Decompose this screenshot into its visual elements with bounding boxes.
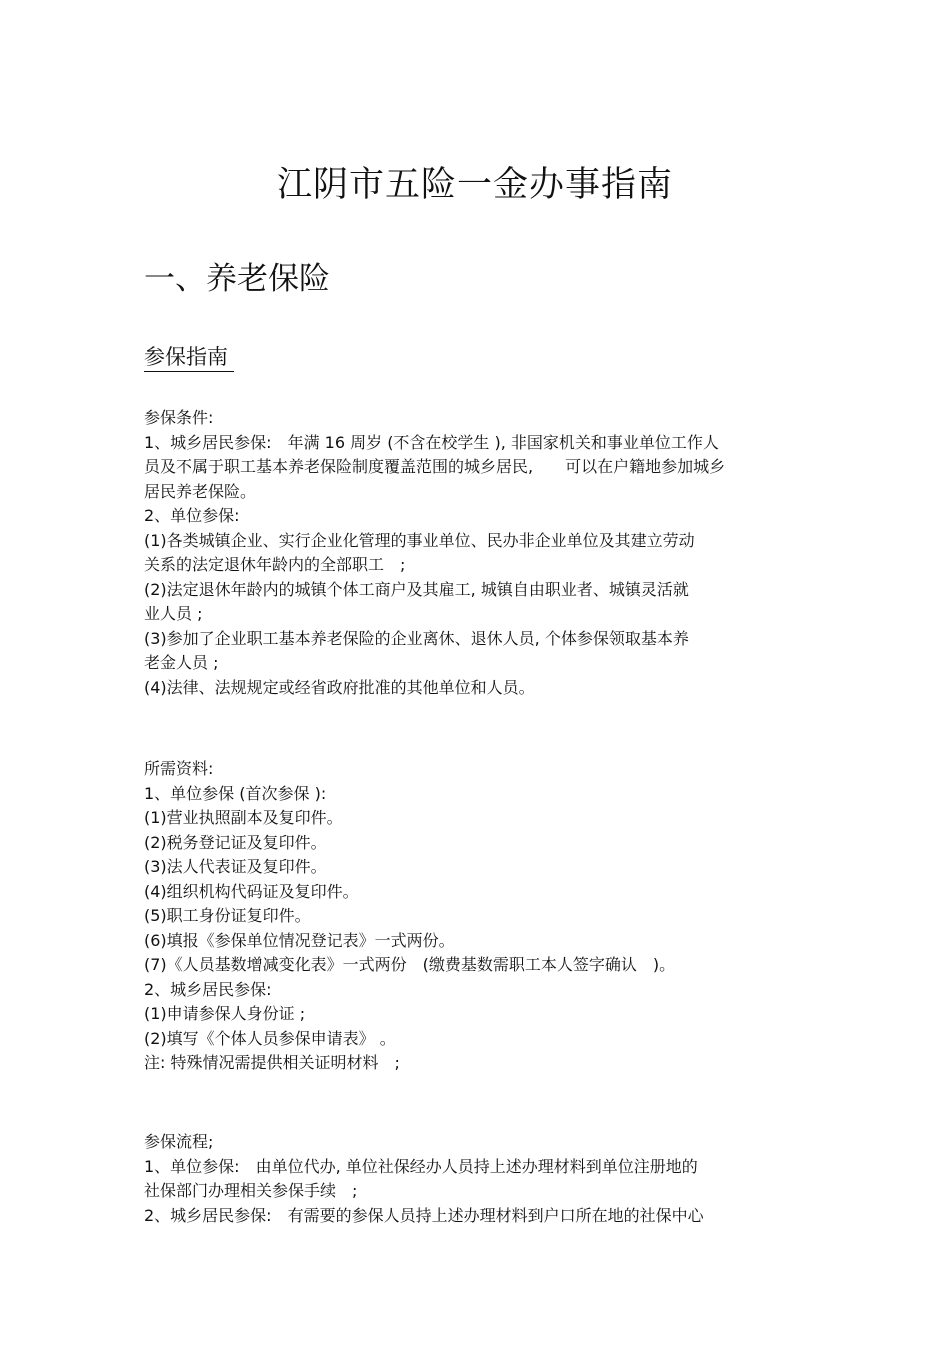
process-line: 参保流程; (144, 1132, 214, 1151)
process-line: 1、单位参保: 由单位代办, 单位社保经办人员持上述办理材料到单位注册地的 (144, 1156, 698, 1176)
materials-line: (1)营业执照副本及复印件。 (144, 808, 343, 827)
conditions-line: (3)参加了企业职工基本养老保险的企业离休、退休人员, 个体参保领取基本养 (144, 628, 689, 648)
required-materials-block (144, 757, 824, 1076)
conditions-line: 参保条件: (144, 408, 214, 427)
process-line: 社保部门办理相关参保手续 ; (144, 1181, 358, 1200)
materials-line: (6)填报《参保单位情况登记表》一式两份。 (144, 930, 455, 950)
enrollment-process-block (144, 1130, 824, 1228)
materials-line: (3)法人代表证及复印件。 (144, 857, 327, 876)
conditions-line: 老金人员 ; (144, 653, 219, 672)
materials-line: 1、单位参保 (首次参保 ): (144, 783, 327, 803)
materials-line: 注: 特殊情况需提供相关证明材料 ; (144, 1053, 400, 1072)
materials-line: (5)职工身份证复印件。 (144, 906, 311, 925)
conditions-line: 关系的法定退休年龄内的全部职工 ; (144, 555, 406, 574)
enrollment-conditions-block (144, 406, 824, 700)
document-title: 江阴市五险一金办事指南 (276, 165, 673, 205)
conditions-line: (2)法定退休年龄内的城镇个体工商户及其雇工, 城镇自由职业者、城镇灵活就 (144, 579, 689, 599)
conditions-line: (1)各类城镇企业、实行企业化管理的事业单位、民办非企业单位及其建立劳动 (144, 530, 695, 550)
subheading-enrollment-guide: 参保指南 (144, 343, 234, 372)
conditions-line: 居民养老保险。 (144, 481, 257, 501)
materials-line: (1)申请参保人身份证 ; (144, 1004, 306, 1023)
materials-line: 2、城乡居民参保: (144, 979, 272, 999)
materials-line: 所需资料: (144, 759, 214, 778)
materials-line: (2)税务登记证及复印件。 (144, 832, 327, 852)
conditions-line: 2、单位参保: (144, 506, 240, 525)
materials-line: (4)组织机构代码证及复印件。 (144, 881, 359, 901)
conditions-line: 员及不属于职工基本养老保险制度覆盖范围的城乡居民, 可以在户籍地参加城乡 (144, 457, 726, 476)
process-line: 2、城乡居民参保: 有需要的参保人员持上述办理材料到户口所在地的社保中心 (144, 1205, 704, 1225)
section-heading-pension-insurance: 一、养老保险 (144, 261, 330, 297)
conditions-line: (4)法律、法规规定或经省政府批准的其他单位和人员。 (144, 677, 535, 697)
materials-line: (7)《人员基数增减变化表》一式两份 (缴费基数需职工本人签字确认 )。 (144, 955, 676, 974)
materials-line: (2)填写《个体人员参保申请表》 。 (144, 1028, 396, 1048)
conditions-line: 1、城乡居民参保: 年满 16 周岁 (不含在校学生 ), 非国家机关和事业单位工作人 (144, 432, 719, 452)
conditions-line: 业人员 ; (144, 604, 203, 623)
